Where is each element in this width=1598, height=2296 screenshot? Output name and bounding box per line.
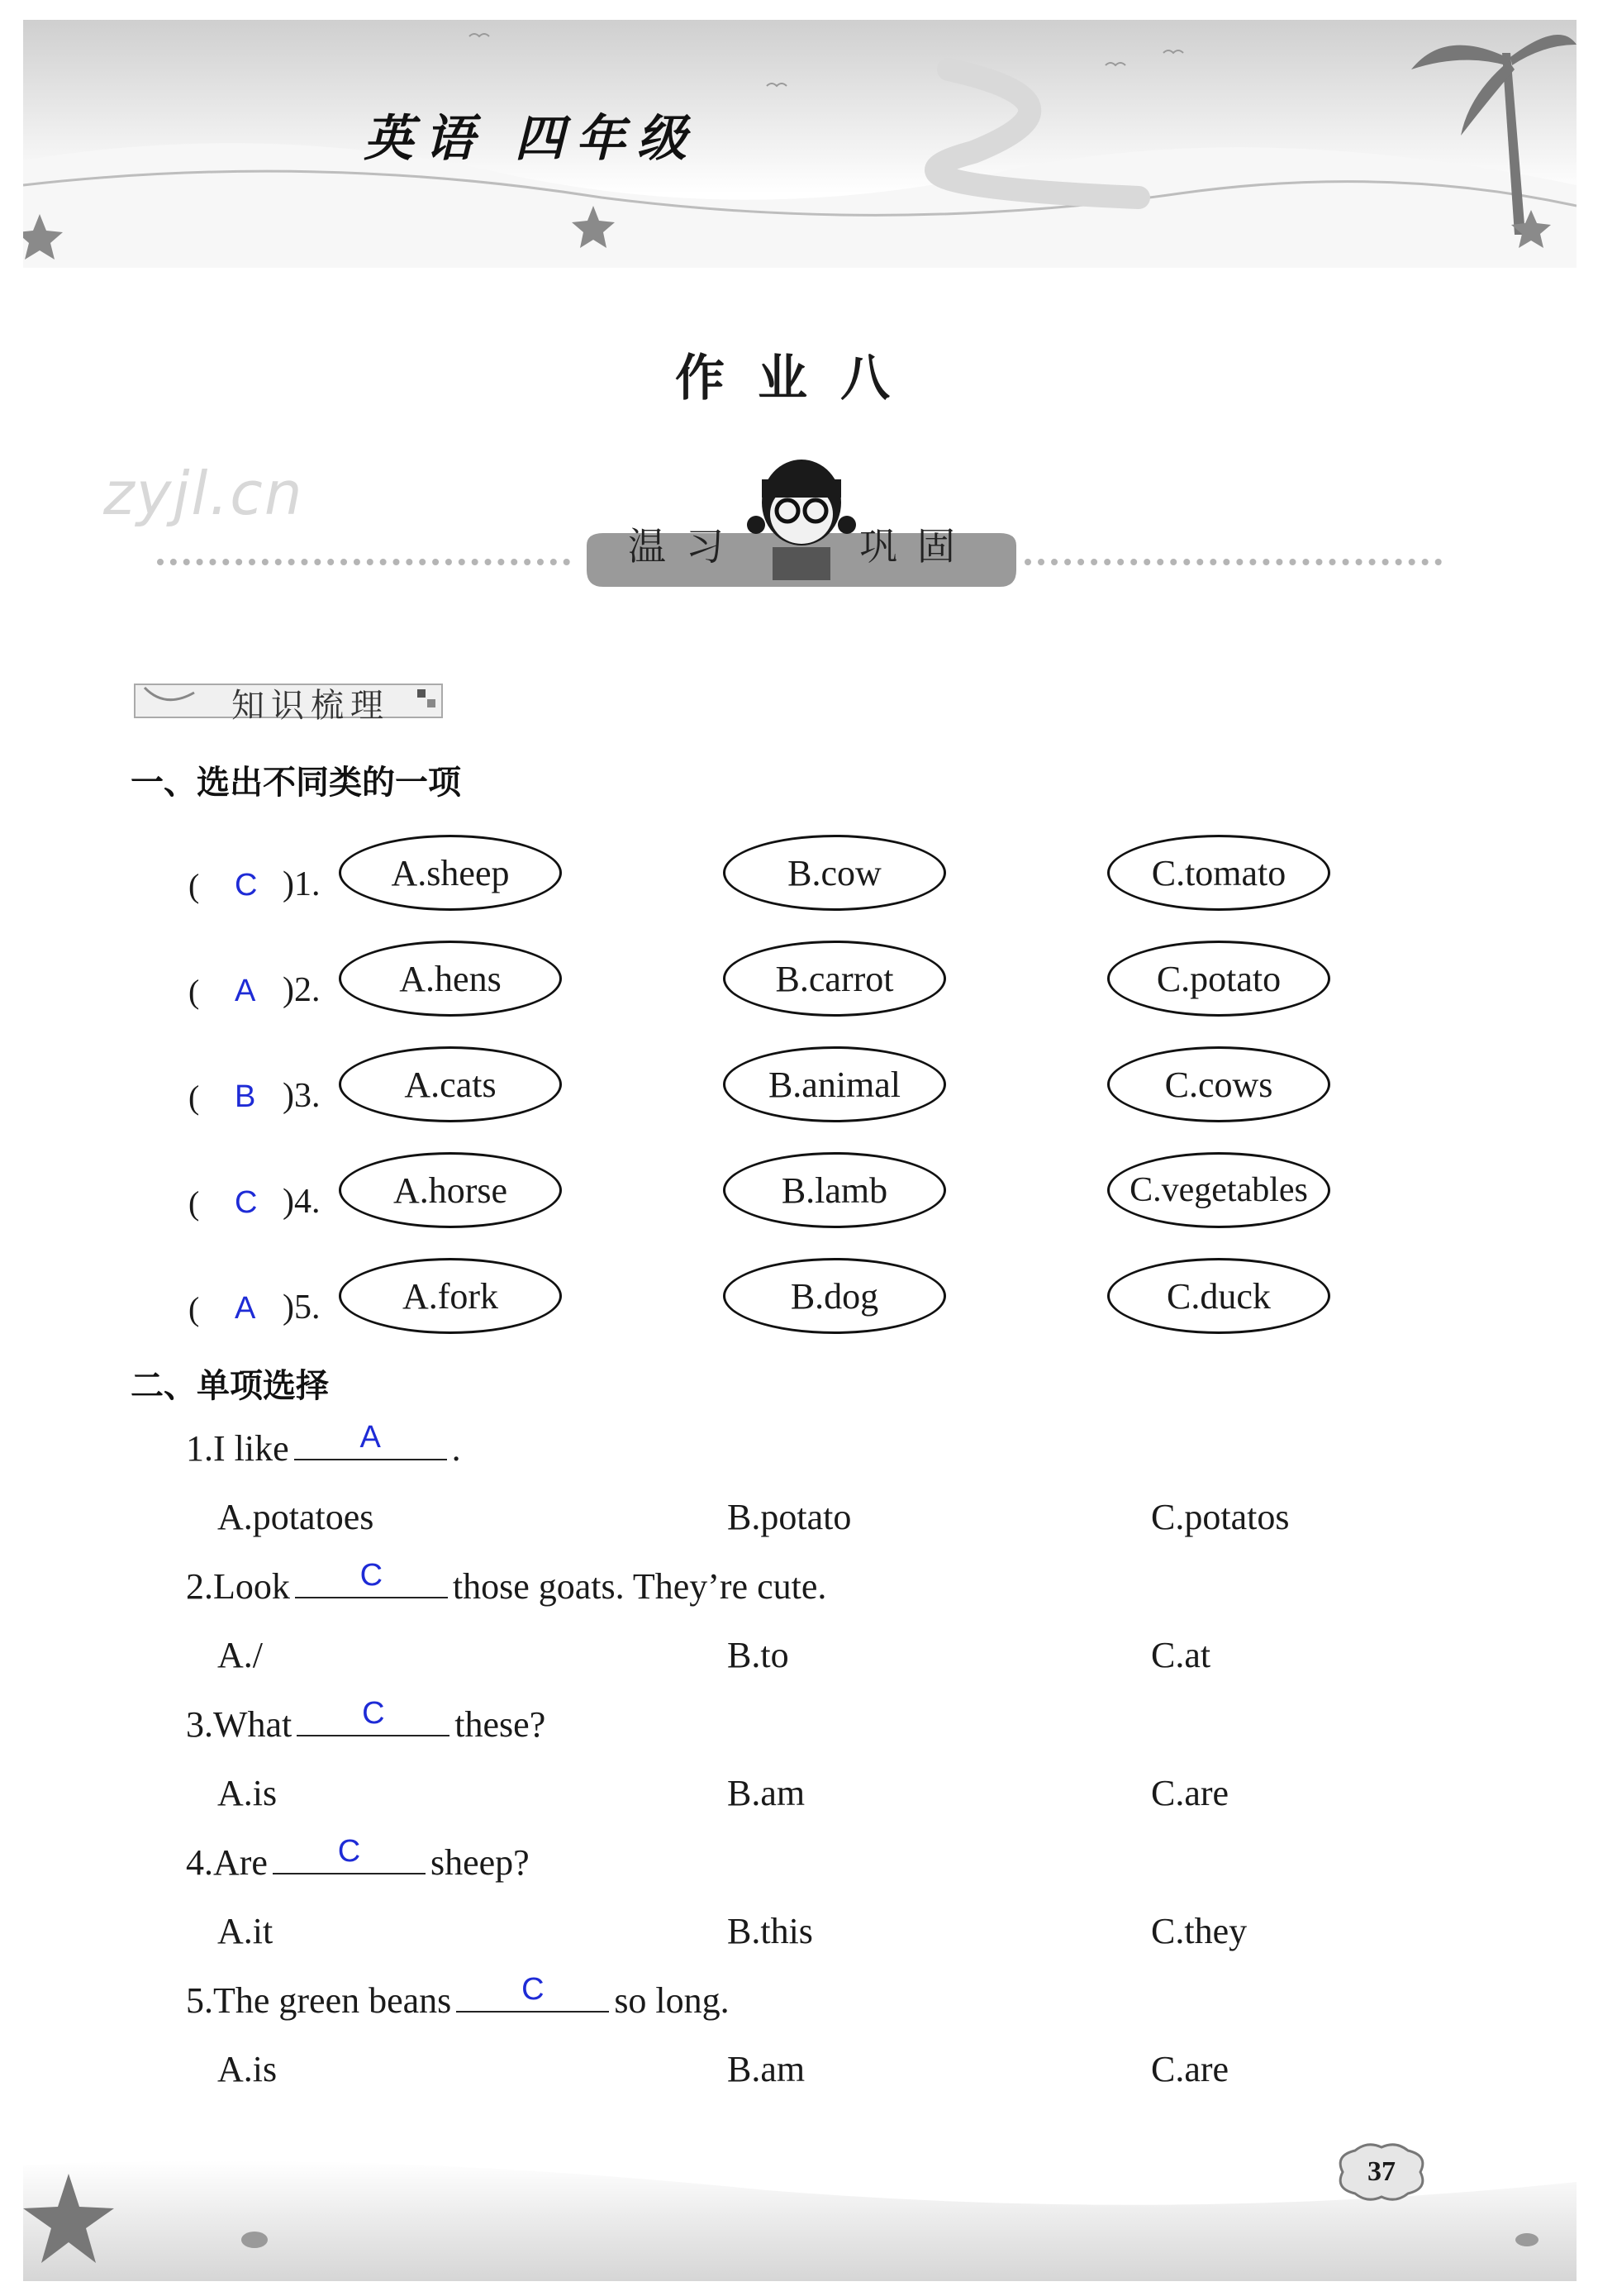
answer-mark: A bbox=[235, 1291, 256, 1326]
mc-question bbox=[186, 1420, 461, 1470]
mc-question bbox=[186, 1834, 530, 1884]
mc-option: A./ bbox=[217, 1635, 263, 1675]
answer-blank bbox=[295, 1558, 448, 1598]
answer-mark: C bbox=[337, 1834, 361, 1869]
mc-option: B.to bbox=[727, 1635, 789, 1675]
question-number: )4. bbox=[283, 1183, 321, 1221]
answer-mark: B bbox=[235, 1079, 256, 1114]
option-oval: B.lamb bbox=[723, 1152, 946, 1228]
review-char: 温 bbox=[628, 524, 666, 569]
question-text: 5.The green beans bbox=[186, 1980, 452, 2021]
mc-option: B.am bbox=[727, 2049, 806, 2089]
review-char: 固 bbox=[917, 524, 955, 569]
answer-mark: C bbox=[362, 1696, 385, 1731]
option-oval: A.cats bbox=[339, 1046, 562, 1122]
answer-blank bbox=[294, 1420, 447, 1460]
question-text: 1.I like bbox=[186, 1428, 289, 1469]
question-number: )5. bbox=[283, 1289, 321, 1327]
option-oval: B.cow bbox=[723, 835, 946, 911]
answer-blank bbox=[297, 1696, 449, 1736]
question-text: sheep? bbox=[430, 1842, 530, 1883]
watermark: zyjl.cn bbox=[103, 459, 304, 528]
dotted-divider-right bbox=[1025, 559, 1442, 565]
answer-mark: A bbox=[235, 974, 256, 1008]
review-char: 巩 bbox=[859, 524, 897, 569]
homework-title: 作业八 bbox=[675, 350, 923, 407]
mc-question bbox=[186, 1972, 730, 2022]
question-number: )1. bbox=[283, 865, 321, 903]
section1-heading: 一、选出不同类的一项 bbox=[131, 764, 461, 802]
option-oval: C.tomato bbox=[1107, 835, 1330, 911]
knowledge-tag-label: 知识梳理 bbox=[231, 687, 390, 725]
open-paren: ( bbox=[188, 1079, 200, 1116]
answer-mark: C bbox=[235, 1185, 258, 1220]
option-oval: A.sheep bbox=[339, 835, 562, 911]
mc-option: C.are bbox=[1151, 1773, 1229, 1813]
mc-question bbox=[186, 1696, 546, 1746]
option-oval: A.fork bbox=[339, 1258, 562, 1334]
mc-option: B.am bbox=[727, 1773, 806, 1813]
question-number: )3. bbox=[283, 1077, 321, 1115]
mc-option: A.is bbox=[217, 2049, 278, 2089]
question-text: 3.What bbox=[186, 1704, 292, 1745]
mc-option: C.are bbox=[1151, 2049, 1229, 2089]
option-oval: C.cows bbox=[1107, 1046, 1330, 1122]
option-oval: A.horse bbox=[339, 1152, 562, 1228]
mc-option: C.at bbox=[1151, 1635, 1211, 1675]
mc-option: B.potato bbox=[727, 1497, 852, 1537]
option-oval: B.dog bbox=[723, 1258, 946, 1334]
question-text: . bbox=[451, 1428, 461, 1469]
mc-option: C.they bbox=[1151, 1911, 1248, 1951]
mc-question bbox=[186, 1558, 827, 1608]
mc-option: A.potatoes bbox=[217, 1497, 374, 1537]
open-paren: ( bbox=[188, 867, 200, 904]
open-paren: ( bbox=[188, 973, 200, 1010]
answer-mark: C bbox=[235, 868, 258, 903]
review-char: 习 bbox=[686, 524, 724, 569]
option-oval: A.hens bbox=[339, 941, 562, 1017]
question-text: these? bbox=[454, 1704, 546, 1745]
answer-blank bbox=[456, 1972, 609, 2013]
mc-option: B.this bbox=[727, 1911, 813, 1951]
option-oval: B.carrot bbox=[723, 941, 946, 1017]
section2-heading: 二、单项选择 bbox=[131, 1367, 329, 1405]
option-oval: C.vegetables bbox=[1107, 1152, 1330, 1228]
question-number: )2. bbox=[283, 971, 321, 1009]
open-paren: ( bbox=[188, 1184, 200, 1222]
question-text: 2.Look bbox=[186, 1566, 290, 1607]
mc-option: A.it bbox=[217, 1911, 273, 1951]
grade-title: 英语 四年级 bbox=[364, 110, 698, 168]
mc-option: C.potatos bbox=[1151, 1497, 1290, 1537]
option-oval: C.potato bbox=[1107, 941, 1330, 1017]
question-text: 4.Are bbox=[186, 1842, 268, 1883]
dotted-divider-left bbox=[157, 559, 570, 565]
header-banner bbox=[23, 20, 1577, 268]
option-oval: C.duck bbox=[1107, 1258, 1330, 1334]
answer-blank bbox=[273, 1834, 426, 1874]
answer-mark: C bbox=[521, 1972, 545, 2007]
answer-mark: C bbox=[359, 1558, 383, 1593]
answer-mark: A bbox=[359, 1420, 381, 1455]
open-paren: ( bbox=[188, 1290, 200, 1327]
question-text: those goats. They’re cute. bbox=[452, 1566, 827, 1607]
question-text: so long. bbox=[614, 1980, 730, 2021]
page-number: 37 bbox=[1367, 2156, 1396, 2187]
option-oval: B.animal bbox=[723, 1046, 946, 1122]
mc-option: A.is bbox=[217, 1773, 278, 1813]
